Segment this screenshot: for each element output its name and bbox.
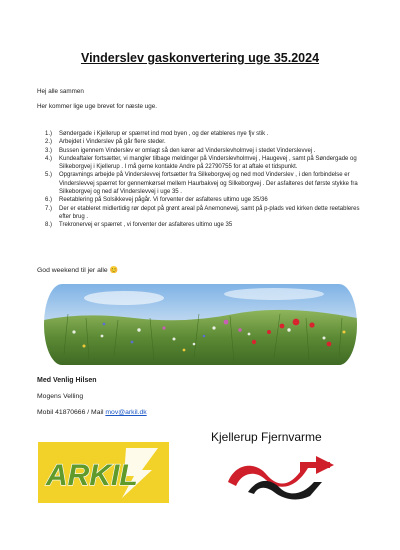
list-item-text: Reetablering på Solsikkevej pågår. Vi forventer der asfalteres ultimo uge 35/36 <box>59 197 268 204</box>
kjellerup-fjernvarme-name: Kjellerup Fjernvarme <box>211 430 322 444</box>
greeting: Hej alle sammen <box>37 88 84 95</box>
list-item <box>45 196 365 204</box>
list-item-number: 8.) <box>45 222 53 229</box>
list-item-number: 5.) <box>45 172 53 179</box>
intro-text: Her kommer lige uge brevet for næste uge. <box>37 103 158 110</box>
list-item <box>45 130 365 138</box>
list-item-number: 4.) <box>45 155 53 162</box>
list-item <box>45 147 365 155</box>
list-item <box>45 171 365 196</box>
list-item-text: Trekronervej er spærret , vi forventer der asfalteres ultimo uge 35 <box>59 222 233 229</box>
contact-line <box>37 409 147 416</box>
contact-phone: Mobil 41870666 / Mail <box>37 409 106 416</box>
list-item-number: 7.) <box>45 205 53 212</box>
list-item-text: Bussen igennem Vinderslev er omlagt så den kører ad Vinderslevholmvej i stedet Vinderslevvej . <box>59 147 316 154</box>
email-link[interactable]: mov@arkil.dk <box>105 409 147 416</box>
list-item-number: 3.) <box>45 147 53 154</box>
weekend-greeting <box>37 266 118 274</box>
smiley-icon: 😊 <box>109 267 119 274</box>
list-item <box>45 155 365 172</box>
signer-name: Mogens Velling <box>37 393 84 400</box>
page-title: Vinderslev gaskonvertering uge 35.2024 <box>80 51 320 65</box>
list-item-number: 2.) <box>45 139 53 146</box>
list-item <box>45 205 365 222</box>
kjellerup-fjernvarme-logo <box>218 452 344 500</box>
signoff: Med Venlig Hilsen <box>37 377 97 384</box>
list-item-text: Søndergade i Kjellerup er spærret ind mod byen , og der etableres nye fjv stik . <box>59 131 269 137</box>
arkil-logo-text: ARKIL <box>46 459 138 492</box>
list-item-text: Der er etableret midlertidig rør depot på grønt areal på Anemonevej, samt på p-plads ved kirken dette reetableres efter brug . <box>59 205 360 220</box>
weekend-text: God weekend til jer alle <box>37 267 108 274</box>
list-item-text: Kundeaftaler fortsætter, vi mangler tilbage meldinger på Vinderslevholmvej , Haugevej , samt på Søndergade og Silkeborgvej i Kjellerup . I må gerne kontakte Andre på 22790755 for at aftale et tidspunkt. <box>59 155 357 171</box>
list-item <box>45 138 365 146</box>
news-list <box>45 130 365 230</box>
flower-meadow-image <box>44 284 357 365</box>
list-item-text: Arbejdet i Vinderslev på går flere steder. <box>59 139 166 146</box>
list-item-text: Opgravnings arbejde på Vinderslevvej fortsætter fra Silkeborgvej og ned mod Vinderslev , i den forbindelse er Vinderslevvej spærret for gennemkørsel mellem Haurbakvej og Silkeborgvej . Der asfalteres det første stykke fra Silkeborgvej og ned af Vinderslevvej i uge 35 . <box>59 172 358 196</box>
list-item-number: 1.) <box>45 131 53 137</box>
list-item-number: 6.) <box>45 197 53 204</box>
arkil-logo <box>38 442 169 503</box>
list-item <box>45 221 365 229</box>
